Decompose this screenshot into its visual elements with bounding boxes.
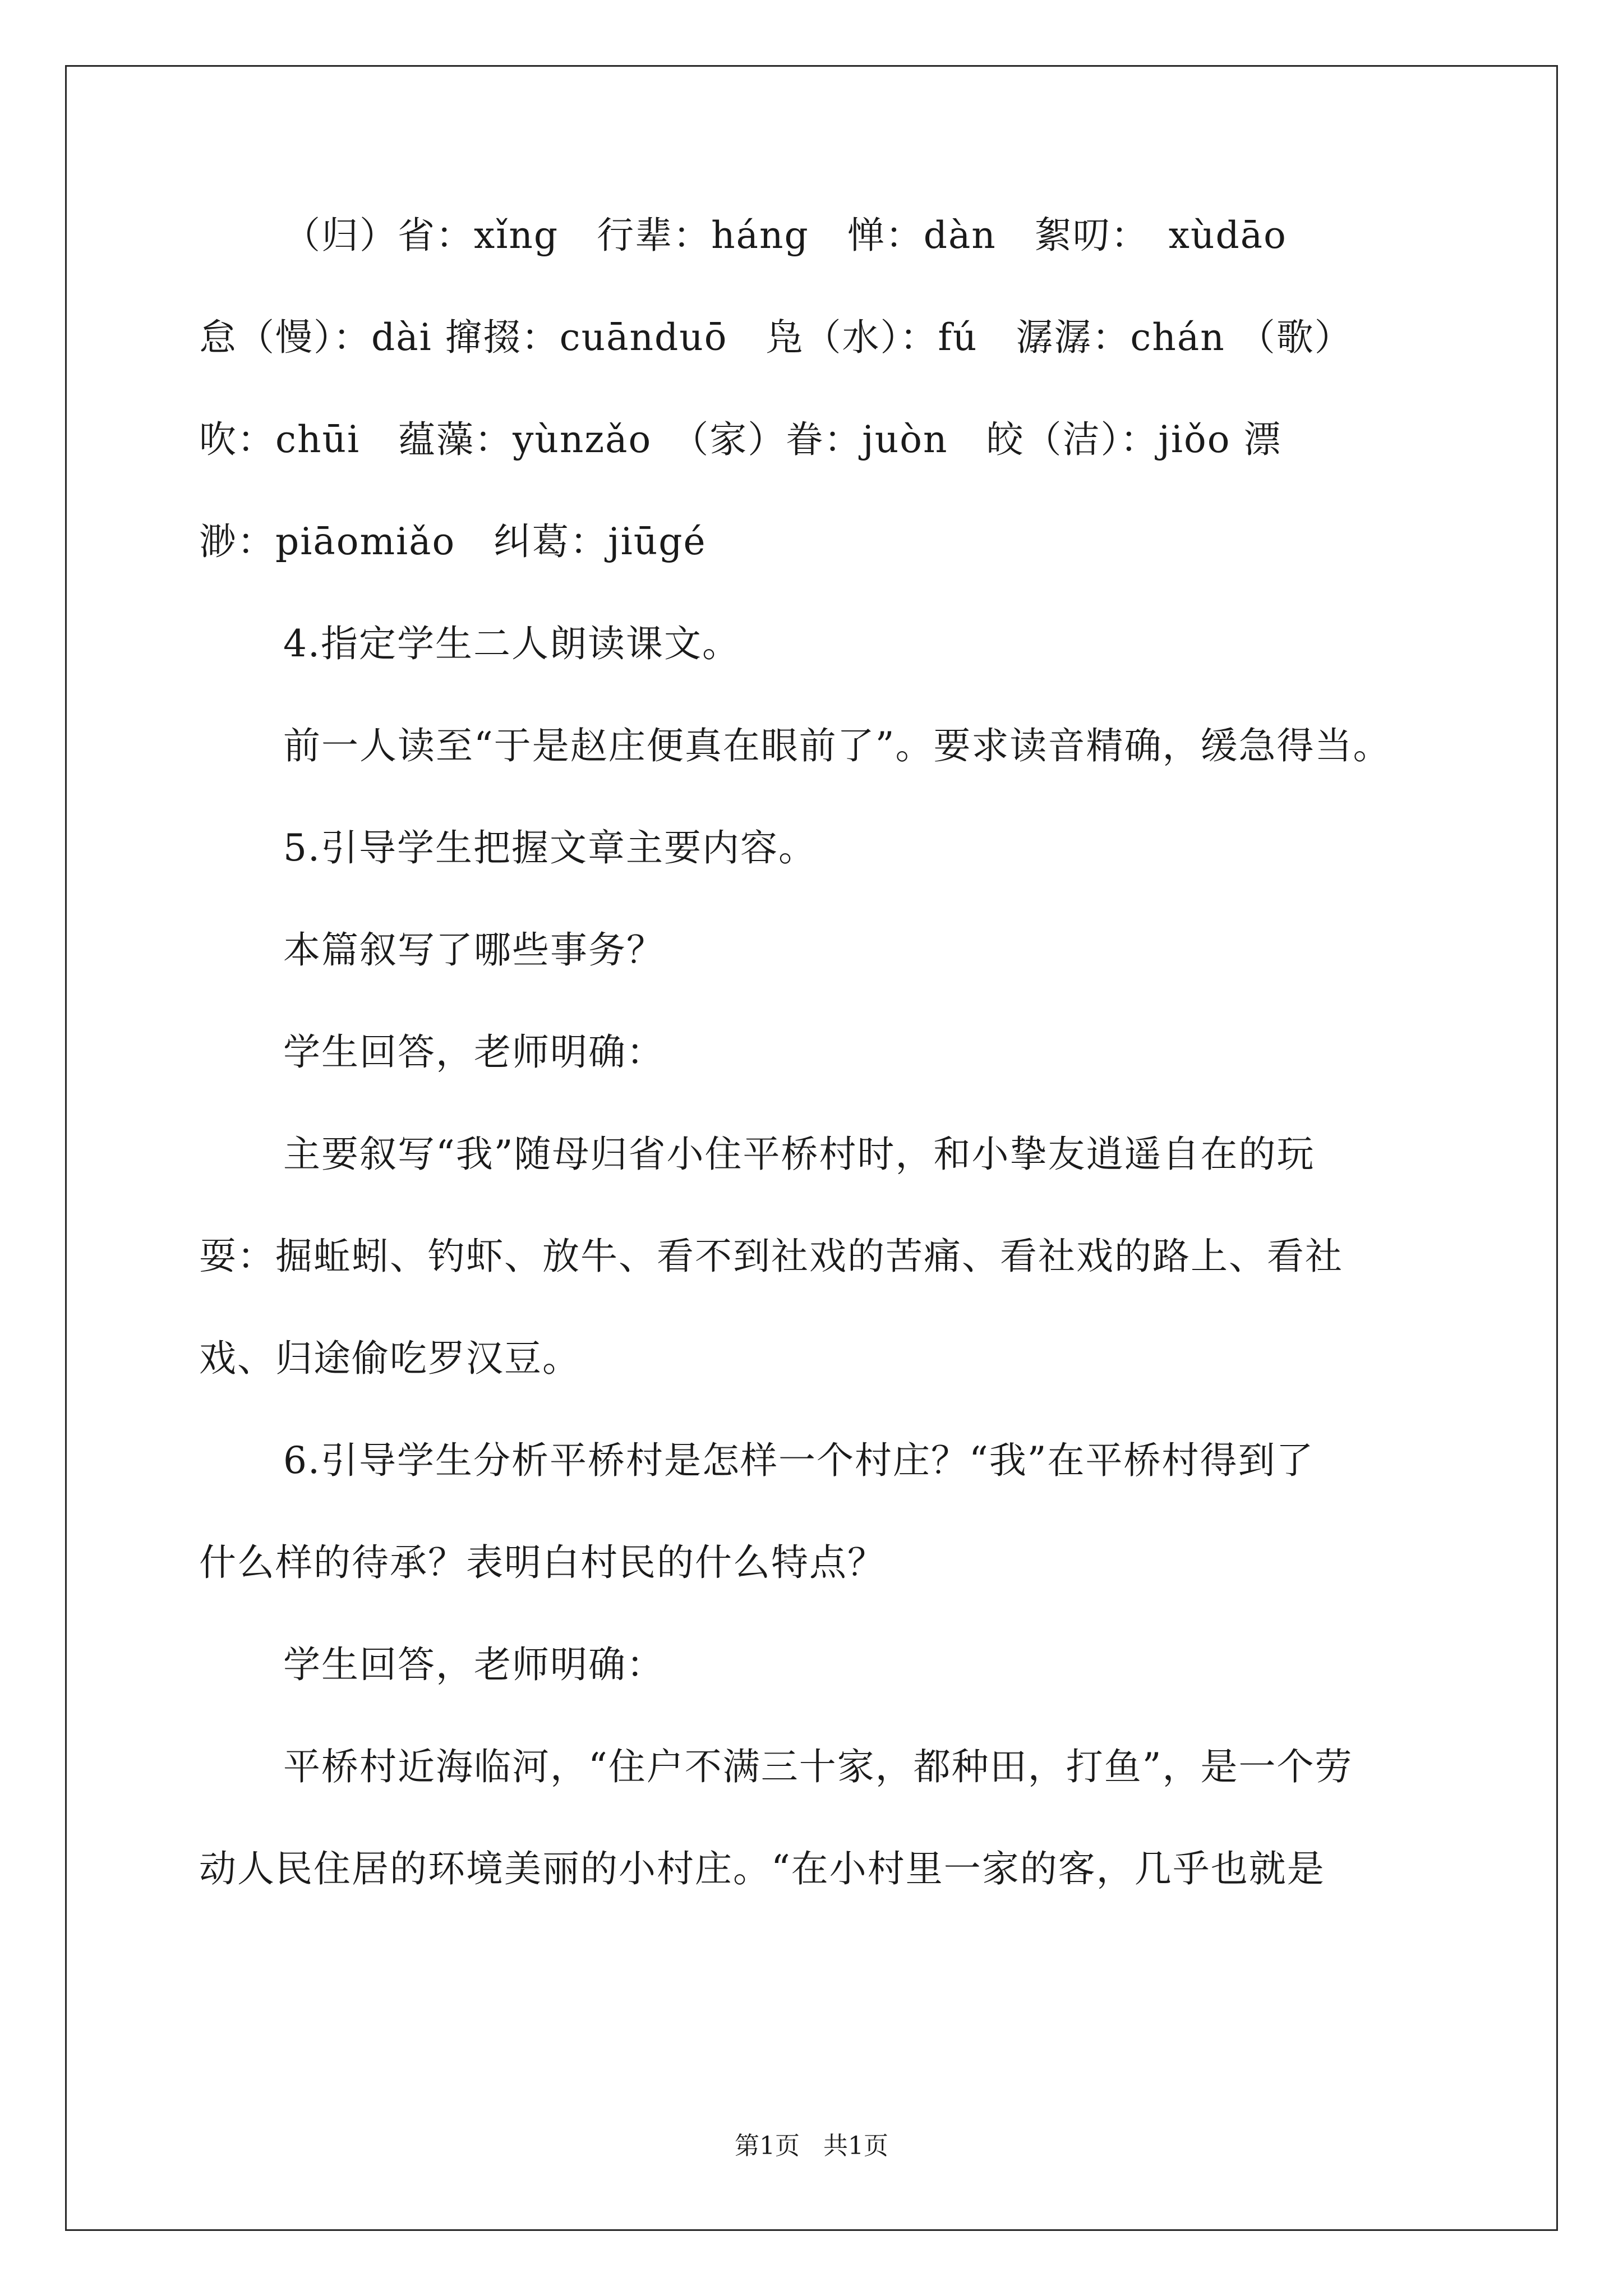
text-line: 4.指定学生二人朗读课文。 [283,622,740,665]
text-line: 怠（慢）：dài 撺掇：cuānduō 凫（水）：fú 潺潺：chán （歌） [199,316,1353,359]
page-number: 第1页 [735,2132,800,2160]
text-line: 学生回答，老师明确： [283,1030,665,1074]
text-line: 主要叙写“我”随母归省小住平桥村时，和小挚友逍遥自在的玩 [283,1133,1315,1176]
text-line: 5.引导学生把握文章主要内容。 [283,826,817,869]
page-total: 共1页 [823,2132,888,2160]
text-line: 动人民住居的环境美丽的小村庄。“在小村里一家的客，几乎也就是 [199,1847,1325,1890]
text-line: 6.引导学生分析平桥村是怎样一个村庄？“我”在平桥村得到了 [283,1439,1315,1482]
page-footer [0,2131,1623,2162]
text-line: 本篇叙写了哪些事务？ [283,928,665,972]
text-line: 吹：chūi 蕴藻：yùnzǎo （家）眷：juòn 皎（洁）：jiǒo 漂 [199,418,1282,461]
text-line: 耍：掘蚯蚓、钓虾、放牛、看不到社戏的苦痛、看社戏的路上、看社 [199,1235,1343,1278]
text-line: 前一人读至“于是赵庄便真在眼前了”。要求读音精确，缓急得当。 [283,724,1391,767]
text-line: 学生回答，老师明确： [283,1643,665,1686]
text-line: 平桥村近海临河，“住户不满三十家，都种田，打鱼”，是一个劳 [283,1745,1353,1788]
text-line: 什么样的待承？表明白村民的什么特点？ [199,1541,886,1584]
text-line: 渺：piāomiǎo 纠葛：jiūgé [199,520,707,563]
text-line: 戏、归途偷吃罗汉豆。 [199,1337,580,1380]
text-line: （归）省：xǐng 行辈：háng 惮：dàn 絮叨： xùdāo [283,214,1287,257]
